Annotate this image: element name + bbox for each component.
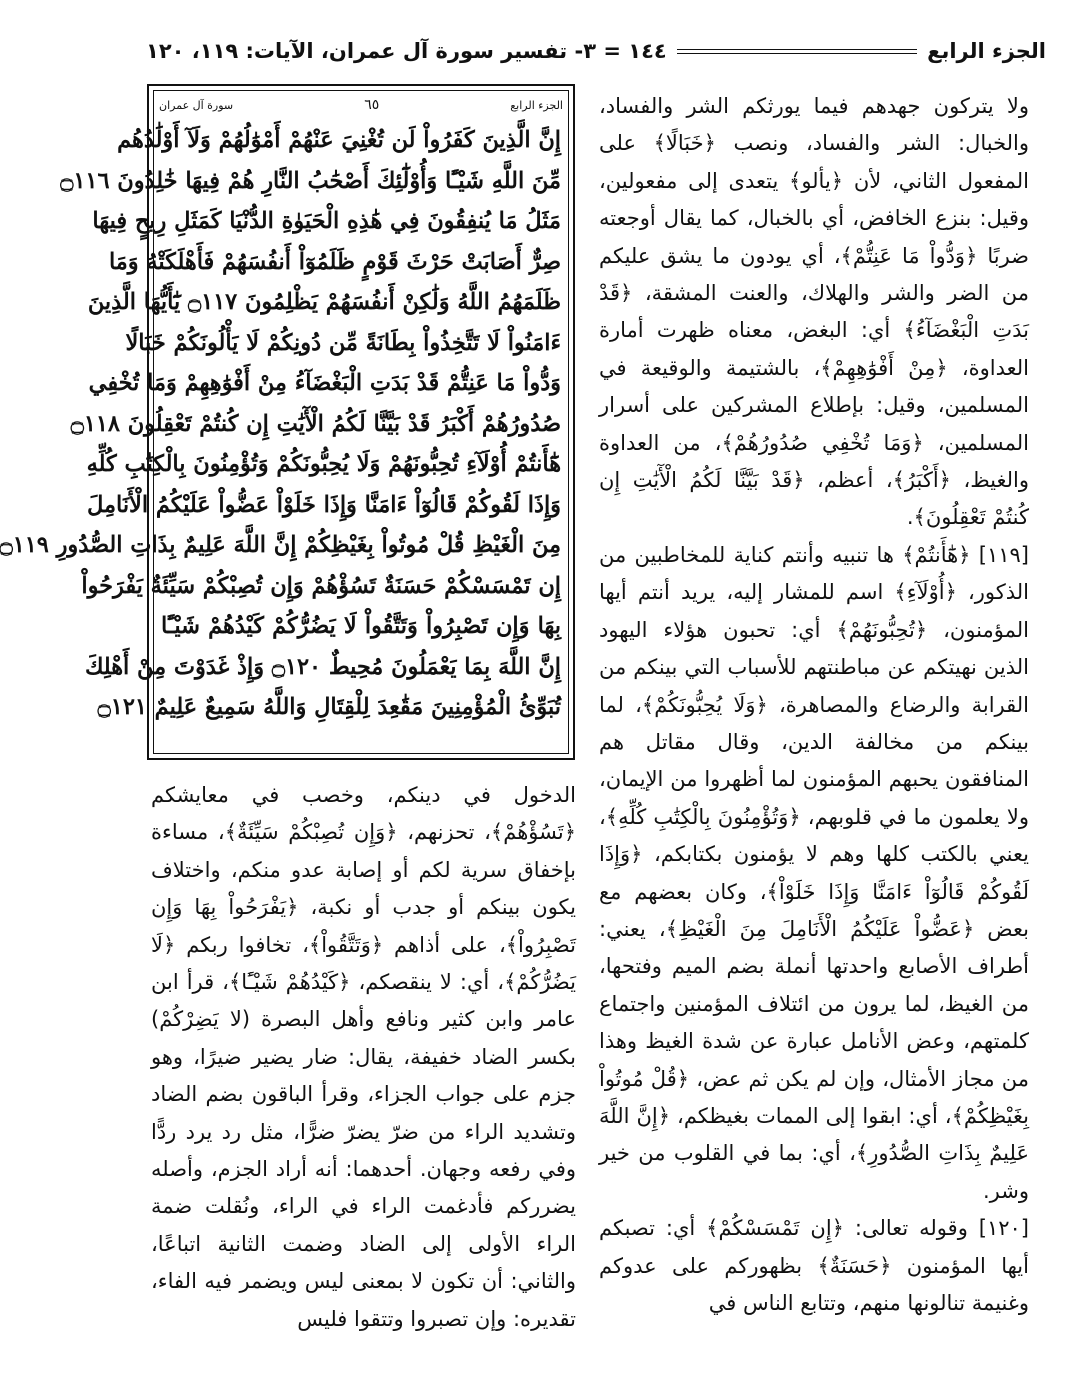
verse-line: بِهَا وَإِن تَصْبِرُواْ وَتَتَّقُواْ لَا يَضُرُّكُمْ كَيْدُهُمْ شَيْـًٔا xyxy=(161,613,561,639)
frame-page-number: ٦٥ xyxy=(364,97,380,113)
commentary-paragraph: ولا يتركون جهدهم فيما يورثكم الشر والفساد، والخبال: الشر والفساد، ونصب ﴿خَبَالًا﴾ على المفعول الثاني، لأن ﴿يألو﴾ يتعدى إلى مفعولين، وقيل: بنزع الخافض، أي بالخبال، كما يقال أوجعته ضربًا ﴿وَدُّواْ مَا عَنِتُّمْ﴾، أي يودون ما يشق عليكم من الضر والشر والهلاك، والعنت المشقة، ﴿قَدْ بَدَتِ الْبَغْضَآءُ﴾ أي: البغض، معناه ظهرت أمارة العداوة، ﴿مِنْ أَفْوَٰهِهِمْ﴾، بالشتيمة والوقيعة في المسلمين، وقيل: بإطلاع المشركين على أسرار المسلمين، ﴿وَمَا تُخْفِي صُدُورُهُمْ﴾، من العداوة والغيظ، ﴿أَكْبَرُ﴾، أعظم، ﴿قَدْ بَيَّنَّا لَكُمُ الْأٓيَٰتِ إِن كُنتُمْ تَعْقِلُونَ﴾. xyxy=(599,94,1029,530)
verse-line: مِّنَ اللَّهِ شَيْـًٔا وَأُوْلَٰٓئِكَ أَصْحَٰبُ النَّارِ هُمْ فِيهَا خَٰلِدُونَ ۝١١٦ xyxy=(60,167,561,194)
frame-juz-label: الجزء الرابع xyxy=(510,98,563,112)
verse-line: إِن تَمْسَسْكُمْ حَسَنَةٌ تَسُؤْهُمْ وَإِن تُصِبْكُمْ سَيِّئَةٌ يَفْرَحُواْ xyxy=(81,572,561,599)
verse-line: تُبَوِّئُ الْمُؤْمِنِينَ مَقَٰعِدَ لِلْقِتَالِ وَاللَّهُ سَمِيعٌ عَلِيمٌ ۝١٢١ xyxy=(97,694,561,720)
commentary-paragraph: [١١٩] ﴿هَٰٓأَنتُمْ﴾ ها تنبيه وأنتم كناية للمخاطبين من الذكور، ﴿أُوْلَآءِ﴾ اسم للمشار إليه، يريد أنتم أيها المؤمنون، ﴿تُحِبُّونَهُمْ﴾ أي: تحبون هؤلاء اليهود الذين نهيتكم عن مباطنتهم للأسباب التي بينكم من القرابة والرضاع والمصاهرة، ﴿وَلَا يُحِبُّونَكُمْ﴾، لما بينكم من مخالفة الدين، وقال مقاتل هم المنافقون يحبهم المؤمنون لما أظهروا من الإيمان، ولا يعلمون ما في قلوبهم، ﴿وَتُؤْمِنُونَ بِالْكِتَٰبِ كُلِّهِ﴾، يعني بالكتب كلها وهم لا يؤمنون بكتابكم، ﴿وَإِذَا لَقُوكُمْ قَالُوٓاْ ءَامَنَّا وَإِذَا خَلَوْاْ﴾، وكان بعضهم مع بعض ﴿عَضُّواْ عَلَيْكُمُ الْأَنَامِلَ مِنَ الْغَيْظِ﴾، يعني: أطراف الأصابع واحدتها أنملة بضم الميم وفتحها، من الغيظ، لما يرون من ائتلاف المؤمنين واجتماع كلمتهم، وعض الأنامل عبارة عن شدة الغيظ وهذا من مجاز الأمثال، وإن لم يكن ثم عض، ﴿قُلْ مُوتُواْ بِغَيْظِكُمْ﴾، أي: ابقوا إلى الممات بغيظكم، ﴿إِنَّ اللَّهَ عَلِيمٌ بِذَاتِ الصُّدُورِ﴾، أي: بما في القلوب من خير وشر. xyxy=(599,542,1029,1203)
header-rule xyxy=(677,49,917,54)
verse-line: مَثَلُ مَا يُنفِقُونَ فِي هَٰذِهِ الْحَيَوٰةِ الدُّنْيَا كَمَثَلِ رِيحٍ فِيهَا xyxy=(92,208,561,234)
verse-line: ظَلَمَهُمُ اللَّهُ وَلَٰكِنْ أَنفُسَهُمْ يَظْلِمُونَ ۝١١٧ يَٰٓأَيُّهَا الَّذِينَ xyxy=(87,289,561,315)
verse-line: صُدُورُهُمْ أَكْبَرُ قَدْ بَيَّنَّا لَكُمُ الْأٓيَٰتِ إِن كُنتُمْ تَعْقِلُونَ ۝١١٨ xyxy=(70,410,561,437)
frame-header xyxy=(159,94,563,116)
verse-line: إِنَّ الَّذِينَ كَفَرُواْ لَن تُغْنِيَ عَنْهُمْ أَمْوَٰلُهُمْ وَلَآ أَوْلَٰدُهُم xyxy=(117,127,561,153)
verse-line: صِرٌّ أَصَابَتْ حَرْثَ قَوْمٍ ظَلَمُوٓاْ أَنفُسَهُمْ فَأَهْلَكَتْهُ وَمَا xyxy=(108,248,561,275)
frame-surah-label: سورة آل عمران xyxy=(159,98,234,112)
quran-verse-frame xyxy=(0,84,575,760)
commentary-left-column xyxy=(151,777,576,1338)
quran-verses xyxy=(0,120,561,748)
page-header xyxy=(146,30,1046,72)
verse-line: إِنَّ اللَّهَ بِمَا يَعْمَلُونَ مُحِيطٌ ۝١٢٠ وَإِذْ غَدَوْتَ مِنْ أَهْلِكَ xyxy=(84,653,561,680)
commentary-paragraph: الدخول في دينكم، وخصب في معايشكم ﴿تَسُؤْهُمْ﴾، تحزنهم، ﴿وَإِن تُصِبْكُمْ سَيِّئَةٌ﴾، مساءة بإخفاق سرية لكم أو إصابة عدو منكم، واختلاف يكون بينكم أو جدب أو نكبة، ﴿يَفْرَحُواْ بِهَا وَإِن تَصْبِرُواْ﴾، على أذاهم ﴿وَتَتَّقُواْ﴾، تخافوا ربكم ﴿لَا يَضُرُّكُمْ﴾، أي: لا ينقصكم، ﴿كَيْدُهُمْ شَيْـًٔا﴾، قرأ ابن عامر وابن كثير ونافع وأهل البصرة (لا يَضِرْكُمْ) بكسر الضاد خفيفة، يقال: ضار يضير ضيرًا، وهو جزم على جواب الجزاء، وقرأ الباقون بضم الضاد وتشديد الراء من ضرّ يضرّ ضرًّا، مثل رد يرد ردًّا وفي رفعه وجهان. أحدهما: أنه أراد الجزم، وأصله يضرركم فأدغمت الراء في الراء، ونُقلت ضمة الراء الأولى إلى الضاد وضمت الثانية اتباعًا، والثاني: أن تكون لا بمعنى ليس ويضمر فيه الفاء، تقديره: وإن تصبروا وتتقوا فليس xyxy=(151,783,576,1331)
running-head-juz: الجزء الرابع xyxy=(927,39,1046,63)
verse-line: ءَامَنُواْ لَا تَتَّخِذُواْ بِطَانَةً مِّن دُونِكُمْ لَا يَأْلُونَكُمْ خَبَالًا xyxy=(125,329,561,356)
verse-line: وَدُّواْ مَا عَنِتُّمْ قَدْ بَدَتِ الْبَغْضَآءُ مِنْ أَفْوَٰهِهِمْ وَمَا تُخْفِي xyxy=(88,370,561,396)
verse-line: وَإِذَا لَقُوكُمْ قَالُوٓاْ ءَامَنَّا وَإِذَا خَلَوْاْ عَضُّواْ عَلَيْكُمُ الْأَنَامِلَ xyxy=(87,491,561,518)
commentary-right-column xyxy=(599,88,1029,1322)
verse-line: مِنَ الْغَيْظِ قُلْ مُوتُواْ بِغَيْظِكُمْ إِنَّ اللَّهَ عَلِيمٌ بِذَاتِ الصُّدُورِ ۝١١٩ xyxy=(0,532,561,558)
commentary-paragraph: [١٢٠] وقوله تعالى: ﴿إِن تَمْسَسْكُمْ﴾ أي: تصبكم أيها المؤمنون ﴿حَسَنَةٌ﴾ بظهوركم على عدوكم وغنيمة تنالونها منهم، وتتابع الناس في xyxy=(599,1216,1029,1315)
verse-line: هَٰٓأَنتُمْ أُوْلَآءِ تُحِبُّونَهُمْ وَلَا يُحِبُّونَكُمْ وَتُؤْمِنُونَ بِالْكِتَٰبِ كُلِّهِ xyxy=(86,451,561,477)
running-head-title: ١٤٤ = ٣- تفسير سورة آل عمران، الآيات: ١١٩، ١٢٠ xyxy=(146,39,667,63)
